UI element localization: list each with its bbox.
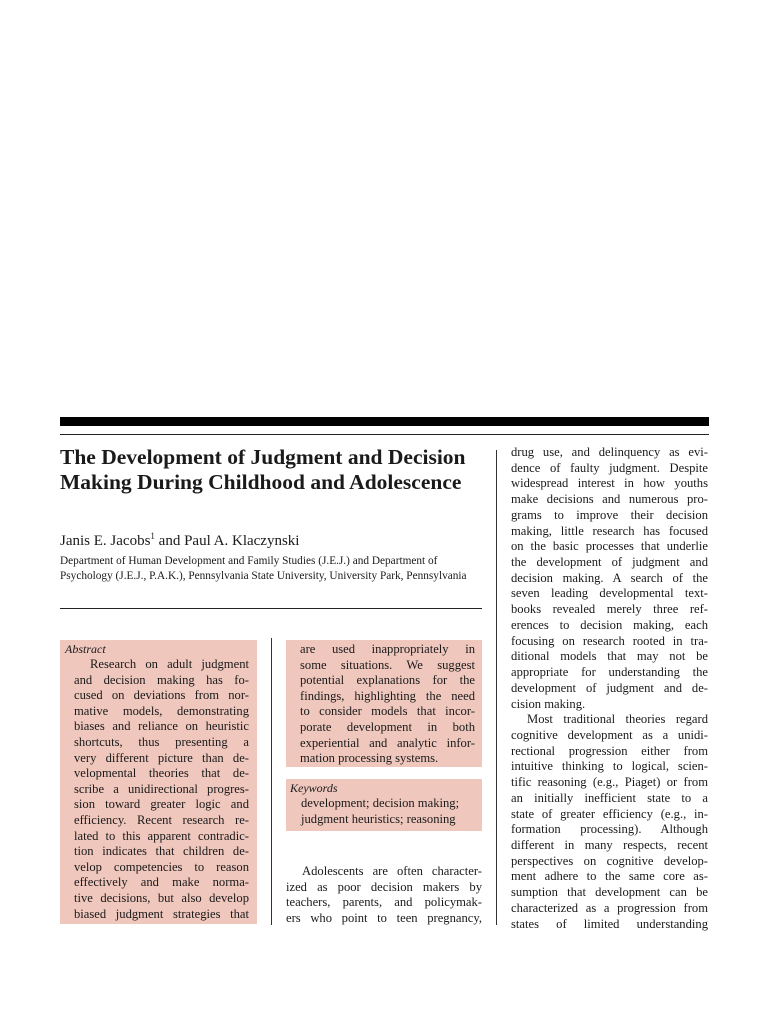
body-line: an initially inefficient state to a xyxy=(511,790,708,805)
body-line: different in many respects, recent xyxy=(511,837,708,852)
body-line: sumption that development can be xyxy=(511,885,708,900)
keywords-box xyxy=(286,779,482,831)
abstract-line: shortcuts, thus presenting a xyxy=(74,734,249,749)
abstract-line: mation processing systems. xyxy=(300,751,439,766)
abstract-line: efficiency. Recent research re- xyxy=(74,812,249,827)
body-line: dence of faulty judgment. Despite xyxy=(511,460,708,475)
body-line: widespread interest in how youths xyxy=(511,476,708,491)
column-divider-right xyxy=(496,450,497,925)
author-1-footnote-marker: 1 xyxy=(150,531,155,541)
abstract-line: some situations. We suggest xyxy=(300,657,475,672)
body-line: Most traditional theories regard xyxy=(527,712,708,727)
abstract-line: very different picture than de- xyxy=(74,750,249,765)
abstract-line: velopmental theories that de- xyxy=(74,766,249,781)
abstract-line: scribe a unidirectional progres- xyxy=(74,781,249,796)
body-line: erences to decision making, each xyxy=(511,617,708,632)
author-1: Janis E. Jacobs xyxy=(60,533,151,549)
abstract-line: potential explanations for the xyxy=(300,673,475,688)
body-text-right xyxy=(511,445,708,932)
body-line: cision making. xyxy=(511,696,586,711)
author-line xyxy=(60,527,299,550)
body-line: rectional progression either from xyxy=(511,743,708,758)
body-line: focusing on research rooted in tra- xyxy=(511,633,708,648)
abstract-line: findings, highlighting the need xyxy=(300,688,475,703)
body-line: grams to improve their decision xyxy=(511,507,708,522)
body-line: ditional models that may not be xyxy=(511,649,708,664)
abstract-line: velop competencies to reason xyxy=(74,859,249,874)
body-line: ment adhere to the same core as- xyxy=(511,869,708,884)
body-line: make decisions and numerous pro- xyxy=(511,492,708,507)
abstract-text-right xyxy=(300,642,475,767)
keywords-line: judgment heuristics; reasoning xyxy=(301,811,456,826)
header-thin-rule xyxy=(60,434,709,435)
body-line: seven leading developmental text- xyxy=(511,586,708,601)
body-line: intuitive thinking to logical, scien- xyxy=(511,759,708,774)
affiliation: Department of Human Development and Family Studies (J.E.J.) and Department of Psychology (J.E.J., P.A.K.), Pennsylvania State University, University Park, Pennsylvania xyxy=(60,555,467,582)
abstract-line: are used inappropriately in xyxy=(300,642,475,656)
abstract-text-left xyxy=(74,657,249,922)
body-line: teachers, parents, and policymak- xyxy=(286,895,482,910)
body-line: drug use, and delinquency as evi- xyxy=(511,445,708,459)
author-2: and Paul A. Klaczynski xyxy=(154,533,300,549)
abstract-line: and decision making has fo- xyxy=(74,672,249,687)
abstract-line: tive decisions, but also develop xyxy=(74,890,249,905)
body-line: books revealed merely three ref- xyxy=(511,602,708,617)
body-line: making, little research has focused xyxy=(511,523,708,538)
abstract-line: cused on deviations from nor- xyxy=(74,688,249,703)
body-line: state of greater efficiency (e.g., in- xyxy=(511,806,708,821)
abstract-line: Research on adult judgment xyxy=(90,657,249,671)
body-line: states of limited understanding xyxy=(511,916,708,931)
article-title: The Development of Judgment and Decision Making During Childhood and Adolescence xyxy=(60,445,466,494)
body-line: Adolescents are often character- xyxy=(302,864,482,878)
abstract-line: to consider models that incor- xyxy=(300,704,475,719)
abstract-label: Abstract xyxy=(65,642,106,656)
abstract-line: biased judgment strategies that xyxy=(74,906,249,921)
body-line: ized as poor decision makers by xyxy=(286,879,482,894)
body-line: ers who point to teen pregnancy, xyxy=(286,910,482,925)
abstract-line: tion indicates that children de- xyxy=(74,844,249,859)
abstract-line: lated to this apparent contradic- xyxy=(74,828,249,843)
body-line: characterized as a progression from xyxy=(511,900,708,915)
abstract-line: sion toward greater logic and xyxy=(74,797,249,812)
body-text-middle xyxy=(286,864,482,926)
abstract-line: experiential and analytic infor- xyxy=(300,735,475,750)
affiliation-rule xyxy=(60,608,482,609)
body-line: on the basic processes that underlie xyxy=(511,539,708,554)
abstract-line: porate development in both xyxy=(300,719,475,734)
body-line: appropriate for understanding the xyxy=(511,665,708,680)
body-line: decision making. A search of the xyxy=(511,570,708,585)
keywords-line: development; decision making; xyxy=(301,796,460,810)
body-line: formation processing). Although xyxy=(511,822,708,837)
keywords-label: Keywords xyxy=(290,781,338,795)
column-divider-left xyxy=(271,638,272,925)
keywords-text xyxy=(301,796,479,827)
body-line: cognitive development as a unidi- xyxy=(511,727,708,742)
body-line: perspectives on cognitive develop- xyxy=(511,853,708,868)
body-line: the development of judgment and xyxy=(511,555,708,570)
abstract-box-left xyxy=(60,640,257,924)
body-line: development of judgment and de- xyxy=(511,680,708,695)
abstract-box-right xyxy=(286,640,482,767)
body-line: tific reasoning (e.g., Piaget) or from xyxy=(511,775,708,790)
abstract-line: effectively and make norma- xyxy=(74,875,249,890)
abstract-line: biases and reliance on heuristic xyxy=(74,719,249,734)
abstract-line: mative models, demonstrating xyxy=(74,703,249,718)
header-thick-rule xyxy=(60,417,709,426)
